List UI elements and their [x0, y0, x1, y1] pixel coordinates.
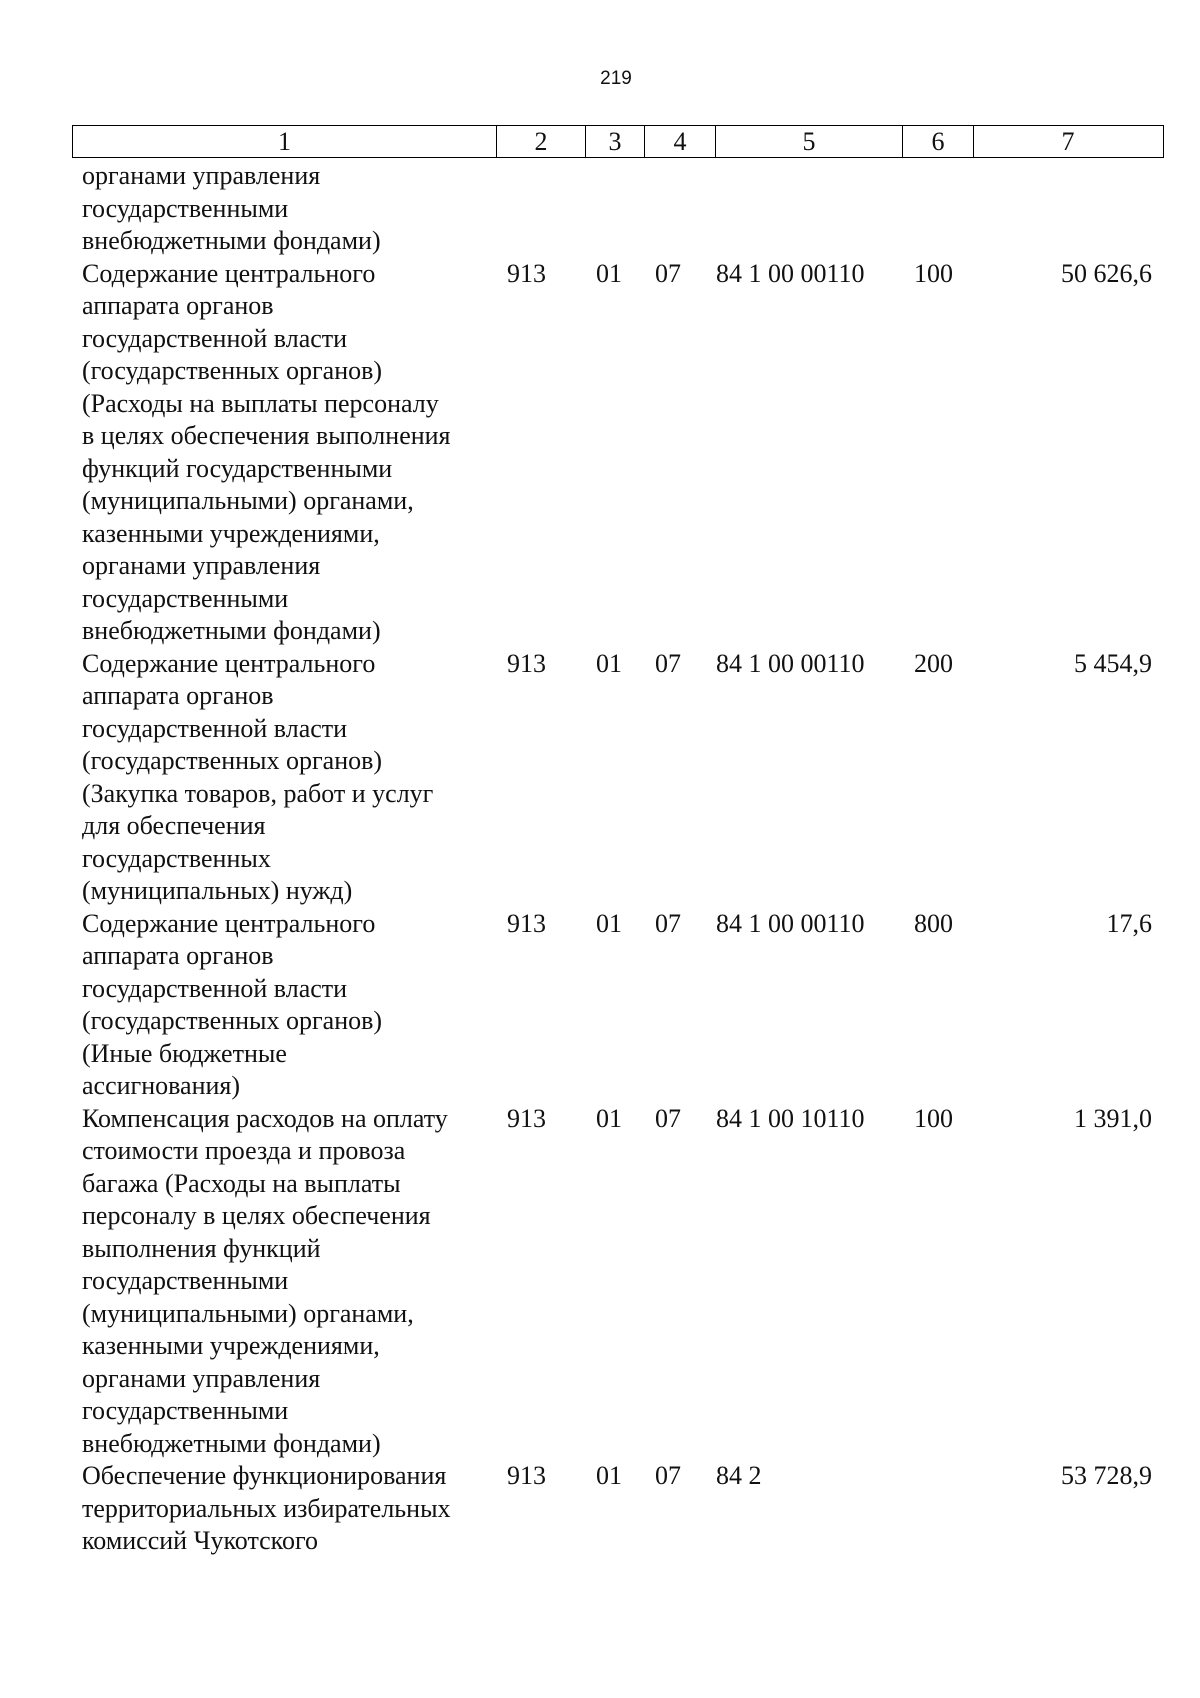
description-line: (Расходы на выплаты персоналу	[82, 388, 439, 418]
target-article-code: 84 1 00 00110	[716, 648, 865, 678]
header-cell-5: 5	[716, 126, 903, 157]
description-line: территориальных избирательных	[82, 1493, 451, 1523]
expense-type-code: 100	[914, 258, 953, 288]
description-line: органами управления	[82, 161, 321, 190]
description-line: государственными	[82, 583, 289, 613]
ministry-code: 913	[507, 1461, 546, 1490]
description-line: Компенсация расходов на оплату	[82, 1103, 448, 1133]
section-code: 01	[596, 258, 622, 288]
description-line: ассигнования)	[82, 1071, 241, 1100]
description-line: (муниципальными) органами,	[82, 486, 414, 515]
description-line: функций государственными	[82, 453, 393, 483]
subsection-code: 07	[655, 908, 681, 938]
expense-type-code: 800	[914, 908, 953, 938]
description-line: внебюджетными фондами)	[82, 616, 381, 645]
header-cell-6: 6	[903, 126, 974, 157]
amount-value: 17,6	[1106, 908, 1152, 938]
ministry-code: 913	[507, 648, 546, 678]
description-line: (государственных органов)	[82, 1006, 383, 1035]
description-line: государственной власти	[82, 713, 348, 743]
description-line: багажа (Расходы на выплаты	[82, 1168, 401, 1198]
description-line: государственной власти	[82, 973, 348, 1003]
description-line: аппарата органов	[82, 941, 274, 970]
row-description	[82, 1103, 492, 1461]
description-line: Содержание центрального	[82, 258, 376, 288]
target-article-code: 84 1 00 10110	[716, 1103, 865, 1133]
description-line: органами управления	[82, 1363, 321, 1393]
description-line: (Иные бюджетные	[82, 1038, 287, 1068]
description-line: для обеспечения	[82, 811, 266, 840]
description-line: (муниципальных) нужд)	[82, 876, 353, 905]
section-code: 01	[596, 908, 622, 938]
section-code: 01	[596, 1461, 622, 1490]
description-line: комиссий Чукотского	[82, 1526, 319, 1555]
description-line: государственными	[82, 1266, 289, 1295]
description-line: органами управления	[82, 551, 321, 580]
description-line: в целях обеспечения выполнения	[82, 421, 451, 450]
description-line: внебюджетными фондами)	[82, 226, 381, 255]
header-cell-4: 4	[645, 126, 716, 157]
description-line: (Закупка товаров, работ и услуг	[82, 778, 434, 808]
subsection-code: 07	[655, 1461, 681, 1490]
description-line: Содержание центрального	[82, 908, 376, 938]
ministry-code: 913	[507, 908, 546, 938]
description-line: внебюджетными фондами)	[82, 1428, 381, 1458]
description-line: (муниципальными) органами,	[82, 1298, 414, 1328]
description-line: государственных	[82, 843, 271, 873]
description-line: государственными	[82, 193, 289, 223]
header-cell-7: 7	[1061, 126, 1075, 156]
expense-type-code: 100	[914, 1103, 953, 1133]
amount-value: 1 391,0	[1074, 1103, 1152, 1133]
description-line: аппарата органов	[82, 291, 274, 320]
row-description	[82, 160, 492, 258]
description-line: государственной власти	[82, 323, 348, 353]
page-number: 219	[600, 68, 632, 89]
row-description	[82, 908, 492, 1103]
description-line: аппарата органов	[82, 681, 274, 710]
amount-value: 5 454,9	[1074, 648, 1152, 678]
description-line: (государственных органов)	[82, 356, 383, 385]
expense-type-code: 200	[914, 648, 953, 678]
ministry-code: 913	[507, 258, 546, 288]
description-line: стоимости проезда и провоза	[82, 1136, 406, 1165]
row-description	[82, 1460, 492, 1558]
description-line: государственными	[82, 1396, 289, 1425]
header-cell-3: 3	[586, 126, 645, 157]
description-line: Содержание центрального	[82, 648, 376, 678]
target-article-code: 84 1 00 00110	[716, 258, 865, 288]
header-cell-2: 2	[497, 126, 586, 157]
target-article-code: 84 1 00 00110	[716, 908, 865, 938]
description-line: выполнения функций	[82, 1233, 321, 1263]
description-line: (государственных органов)	[82, 746, 383, 775]
description-line: казенными учреждениями,	[82, 518, 380, 548]
ministry-code: 913	[507, 1103, 546, 1133]
description-line: персоналу в целях обеспечения	[82, 1201, 431, 1230]
subsection-code: 07	[655, 258, 681, 288]
target-article-code: 84 2	[716, 1461, 762, 1490]
description-line: Обеспечение функционирования	[82, 1461, 447, 1490]
row-description	[82, 258, 492, 648]
section-code: 01	[596, 1103, 622, 1133]
section-code: 01	[596, 648, 622, 678]
subsection-code: 07	[655, 648, 681, 678]
header-cell-1: 1	[73, 126, 497, 157]
amount-value: 50 626,6	[1061, 258, 1152, 288]
row-description	[82, 648, 492, 908]
table-header-row	[72, 125, 1164, 158]
description-line: казенными учреждениями,	[82, 1331, 380, 1360]
amount-value: 53 728,9	[1061, 1461, 1152, 1490]
subsection-code: 07	[655, 1103, 681, 1133]
